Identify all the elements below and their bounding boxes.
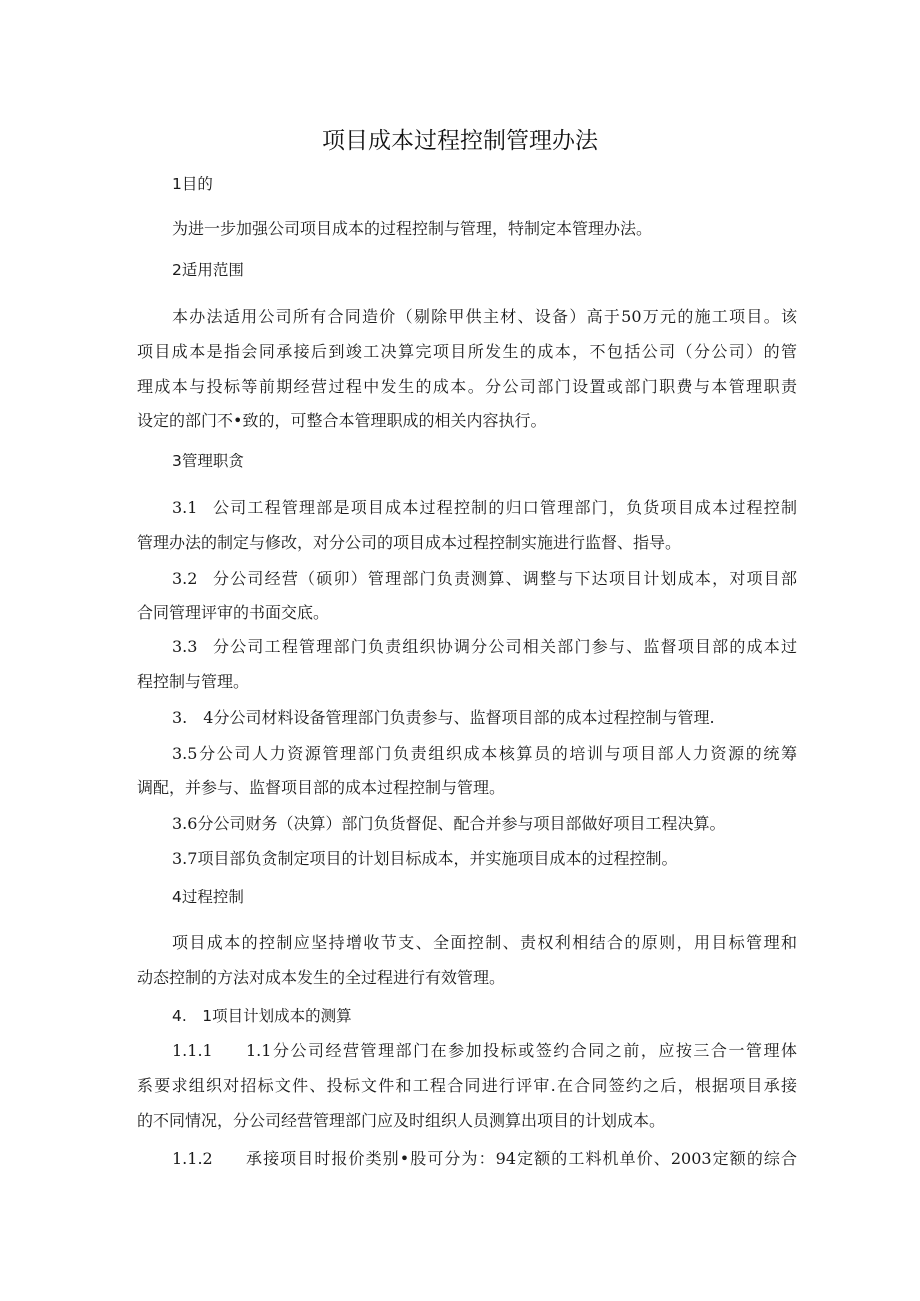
clause-1-1-1-number: 1.1.1 bbox=[172, 1041, 213, 1060]
clause-3-6-line: 3.6分公司财务（决算）部门负货督促、配合并参与项目部做好项目工程决算。 bbox=[172, 814, 726, 833]
clause-3-2-line: 分公司经营（硕卯）管理部门负责测算、调整与下达项目计划成本，对项目部 bbox=[213, 569, 797, 588]
section-1-heading: 1目的 bbox=[172, 175, 213, 193]
clause-3-7-line: 3.7项目部负贪制定项目的计划目标成本，并实施项目成本的过程控制。 bbox=[172, 849, 678, 868]
section-2-paragraph-line: 设定的部门不•致的，可整合本管理职成的相关内容执行。 bbox=[137, 411, 547, 430]
clause-3-5-line: 3.5分公司人力资源管理部门负责组织成本核算员的培训与项目部人力资源的统筹 bbox=[172, 744, 797, 763]
section-4-paragraph-line: 动态控制的方法对成本发生的全过程进行有效管理。 bbox=[137, 968, 506, 987]
clause-1-1-2-number: 1.1.2 bbox=[172, 1149, 213, 1168]
section-2-paragraph-line: 理成本与投标等前期经营过程中发生的成本。分公司部门设置或部门职费与本管理职责 bbox=[137, 377, 797, 396]
clause-3-1-line: 公司工程管理部是项目成本过程控制的归口管理部门，负货项目成本过程控制 bbox=[213, 498, 797, 517]
clause-3-2-line: 合同管理评审的书面交底。 bbox=[137, 603, 330, 622]
section-1-paragraph: 为进一步加强公司项目成本的过程控制与管理，特制定本管理办法。 bbox=[172, 219, 653, 238]
section-4-paragraph-line: 项目成本的控制应坚持增收节支、全面控制、责权利相结合的原则，用目标管理和 bbox=[172, 933, 797, 952]
section-3-heading: 3管理职贪 bbox=[172, 452, 244, 470]
clause-3-1-line: 管理办法的制定与修改，对分公司的项目成本过程控制实施进行监督、指导。 bbox=[137, 533, 682, 552]
section-2-paragraph-line: 本办法适用公司所有合同造价（剔除甲供主材、设备）高于50万元的施工项目。该 bbox=[172, 307, 797, 326]
section-4-heading: 4过程控制 bbox=[172, 888, 244, 906]
clause-3-1-number: 3.1 bbox=[172, 498, 198, 517]
clause-3-3-line: 程控制与管理。 bbox=[137, 672, 250, 691]
clause-1-1-2-line: 承接项目时报价类别•股可分为：94定额的工料机单价、2003定额的综合 bbox=[246, 1149, 797, 1168]
clause-3-5-line: 调配，并参与、监督项目部的成本过程控制与管理。 bbox=[137, 778, 506, 797]
clause-3-2-number: 3.2 bbox=[172, 569, 198, 588]
section-4-1-heading: 4. 1项目计划成本的测算 bbox=[172, 1007, 352, 1025]
section-2-paragraph-line: 项目成本是指会同承接后到竣工决算完项目所发生的成本，不包括公司（分公司）的管 bbox=[137, 342, 797, 361]
section-2-heading: 2适用范围 bbox=[172, 261, 244, 279]
clause-3-4-line: 3. 4分公司材料设备管理部门负责参与、监督项目部的成本过程控制与管理. bbox=[172, 708, 715, 727]
clause-3-3-line: 分公司工程管理部门负责组织协调分公司相关部门参与、监督项目部的成本过 bbox=[213, 637, 797, 656]
clause-3-3-number: 3.3 bbox=[172, 637, 198, 656]
clause-1-1-1-line: 系要求组织对招标文件、投标文件和工程合同进行评审.在合同签约之后，根据项目承接 bbox=[137, 1076, 797, 1095]
page-title: 项目成本过程控制管理办法 bbox=[322, 128, 598, 154]
clause-1-1-1-line: 的不同情况，分公司经营管理部门应及时组织人员测算出项目的计划成本。 bbox=[137, 1111, 666, 1130]
clause-1-1-1-line: 1.1分公司经营管理部门在参加投标或签约合同之前，应按三合一管理体 bbox=[246, 1041, 797, 1060]
